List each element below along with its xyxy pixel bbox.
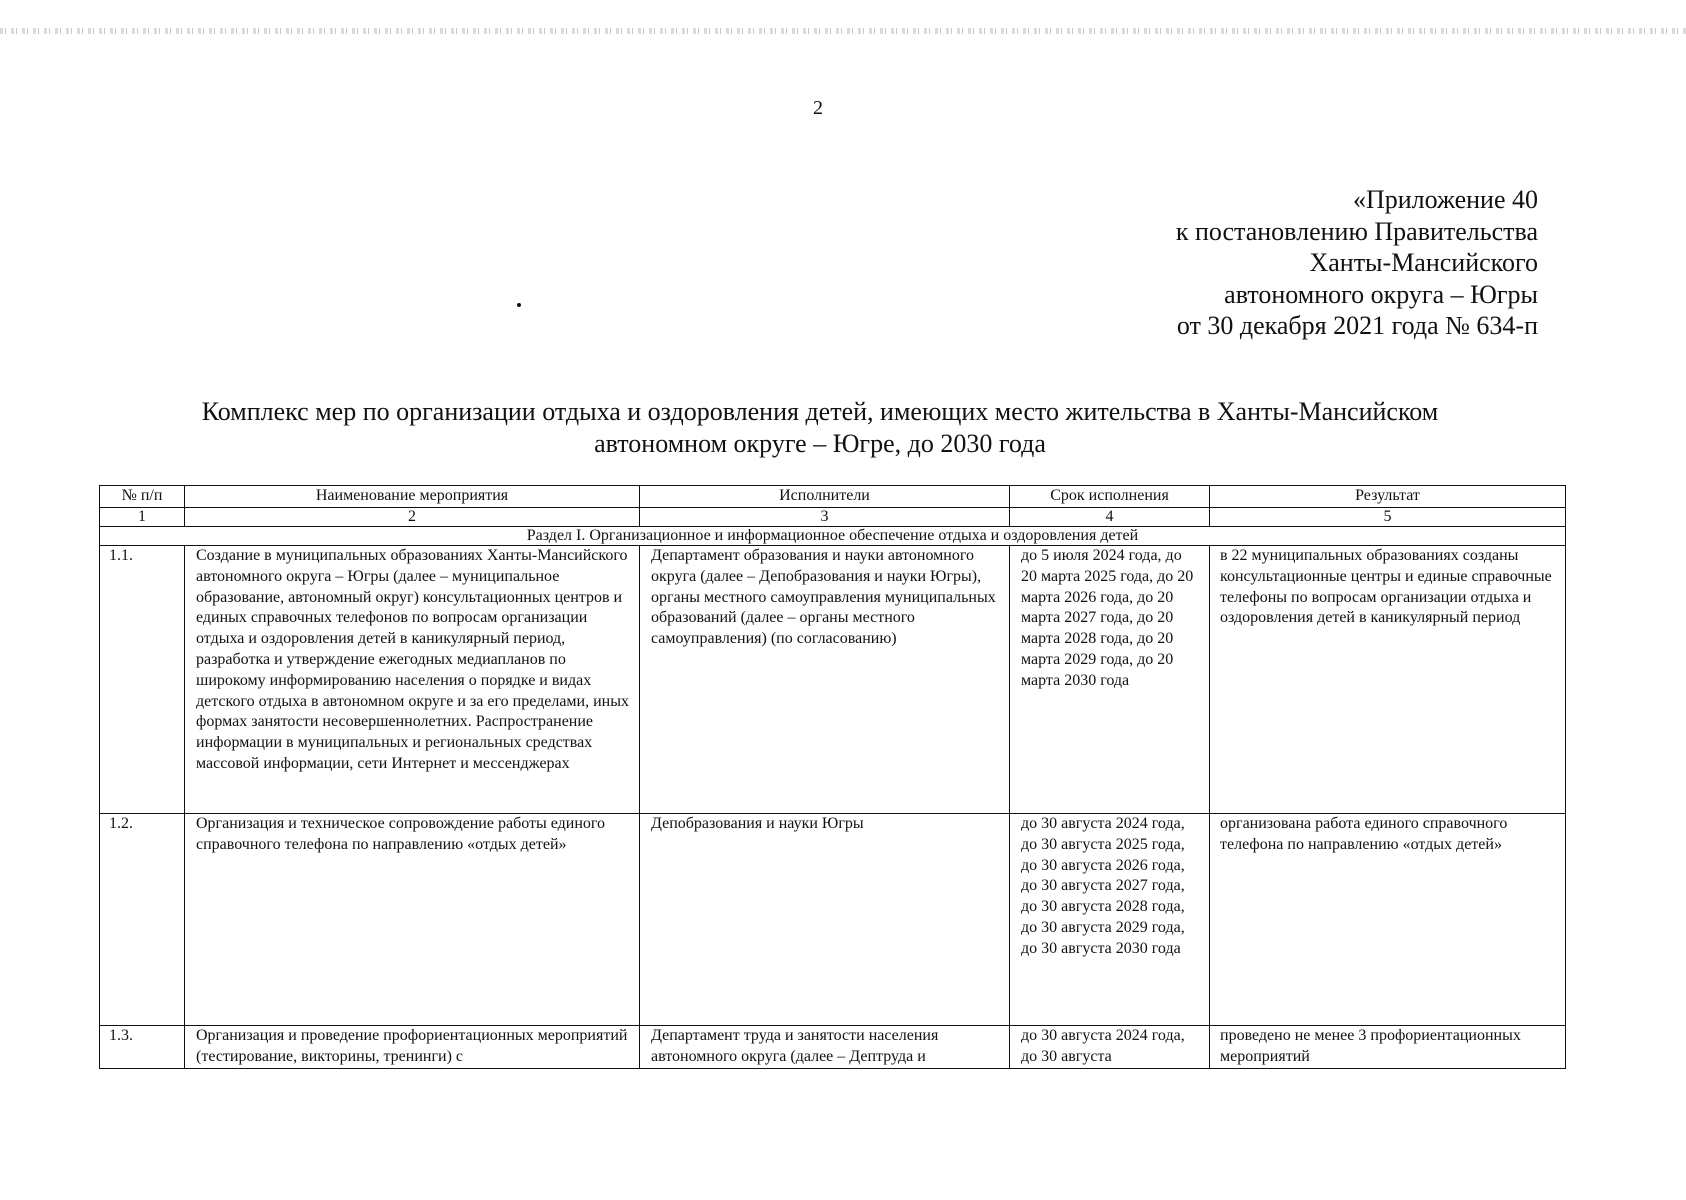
row-term: до 5 июля 2024 года, до 20 марта 2025 года, до 20 марта 2026 года, до 20 марта 2027 года, до 20 марта 2028 года, до 20 марта 2029 года, до 20 марта 2030 года: [1010, 546, 1210, 814]
scan-top-edge: [0, 28, 1686, 34]
column-number: 3: [640, 508, 1010, 527]
table-row: [100, 546, 1566, 814]
appendix-line: к постановлению Правительства: [1175, 216, 1538, 246]
table-row: [100, 814, 1566, 1026]
appendix-line: от 30 декабря 2021 года № 634-п: [1176, 311, 1538, 340]
row-term: до 30 августа 2024 года, до 30 августа: [1010, 1026, 1210, 1069]
appendix-reference: [1176, 184, 1538, 342]
appendix-line: автономного округа – Югры: [1224, 279, 1538, 309]
row-event-name: Создание в муниципальных образованиях Ханты-Мансийского автономного округа – Югры (далее – муниципальное образование, автономный округ) консультационных центров и единых справочных телефонов по вопросам организации отдыха и оздоровления детей в каникулярный период, разработка и утверждение ежегодных медиапланов по широкому информированию населения о порядке и видах детского отдыха в автономном округе и за его пределами, иных формах занятости несовершеннолетних. Распространение информации в муниципальных и региональных средствах массовой информации, сети Интернет и мессенджерах: [185, 546, 640, 814]
row-executors: Департамент труда и занятости населения автономного округа (далее – Дептруда и: [640, 1026, 1010, 1069]
document-title: [140, 396, 1500, 460]
column-number: 1: [100, 508, 185, 527]
header-number: № п/п: [100, 486, 185, 508]
row-executors: Депобразования и науки Югры: [640, 814, 1010, 1026]
title-line: Комплекс мер по организации отдыха и оздоровления детей, имеющих место жительства в Ханты-Мансийском: [201, 397, 1439, 426]
row-number: 1.2.: [100, 814, 185, 1026]
table-header-row: [100, 486, 1566, 508]
row-number: 1.1.: [100, 546, 185, 814]
row-result: в 22 муниципальных образованиях созданы консультационные центры и единые справочные телефоны по вопросам организации отдыха и оздоровления детей в каникулярный период: [1210, 546, 1566, 814]
row-term: до 30 августа 2024 года, до 30 августа 2025 года, до 30 августа 2026 года, до 30 августа 2027 года, до 30 августа 2028 года, до 30 августа 2029 года, до 30 августа 2030 года: [1010, 814, 1210, 1026]
section-title: Раздел I. Организационное и информационное обеспечение отдыха и оздоровления детей: [100, 527, 1566, 546]
header-executors: Исполнители: [640, 486, 1010, 508]
row-result: проведено не менее 3 профориентационных мероприятий: [1210, 1026, 1566, 1069]
column-number: 2: [185, 508, 640, 527]
row-result: организована работа единого справочного телефона по направлению «отдых детей»: [1210, 814, 1566, 1026]
section-row: [100, 527, 1566, 546]
row-number: 1.3.: [100, 1026, 185, 1069]
column-number-row: [100, 508, 1566, 527]
scan-speck: [517, 303, 521, 307]
column-number: 4: [1010, 508, 1210, 527]
page-number: 2: [813, 97, 823, 119]
measures-table: [99, 485, 1566, 1069]
header-event-name: Наименование мероприятия: [185, 486, 640, 508]
table-row: [100, 1026, 1566, 1069]
row-event-name: Организация и техническое сопровождение работы единого справочного телефона по направлению «отдых детей»: [185, 814, 640, 1026]
column-number: 5: [1210, 508, 1566, 527]
row-executors: Департамент образования и науки автономного округа (далее – Депобразования и науки Югры), органы местного самоуправления муниципальных образований (далее – органы местного самоуправления) (по согласованию): [640, 546, 1010, 814]
header-result: Результат: [1210, 486, 1566, 508]
appendix-line: «Приложение 40: [1352, 185, 1538, 214]
title-line: автономном округе – Югре, до 2030 года: [594, 429, 1046, 458]
header-term: Срок исполнения: [1010, 486, 1210, 508]
appendix-line: Ханты-Мансийского: [1309, 248, 1538, 277]
row-event-name: Организация и проведение профориентационных мероприятий (тестирование, викторины, тренинги) с: [185, 1026, 640, 1069]
